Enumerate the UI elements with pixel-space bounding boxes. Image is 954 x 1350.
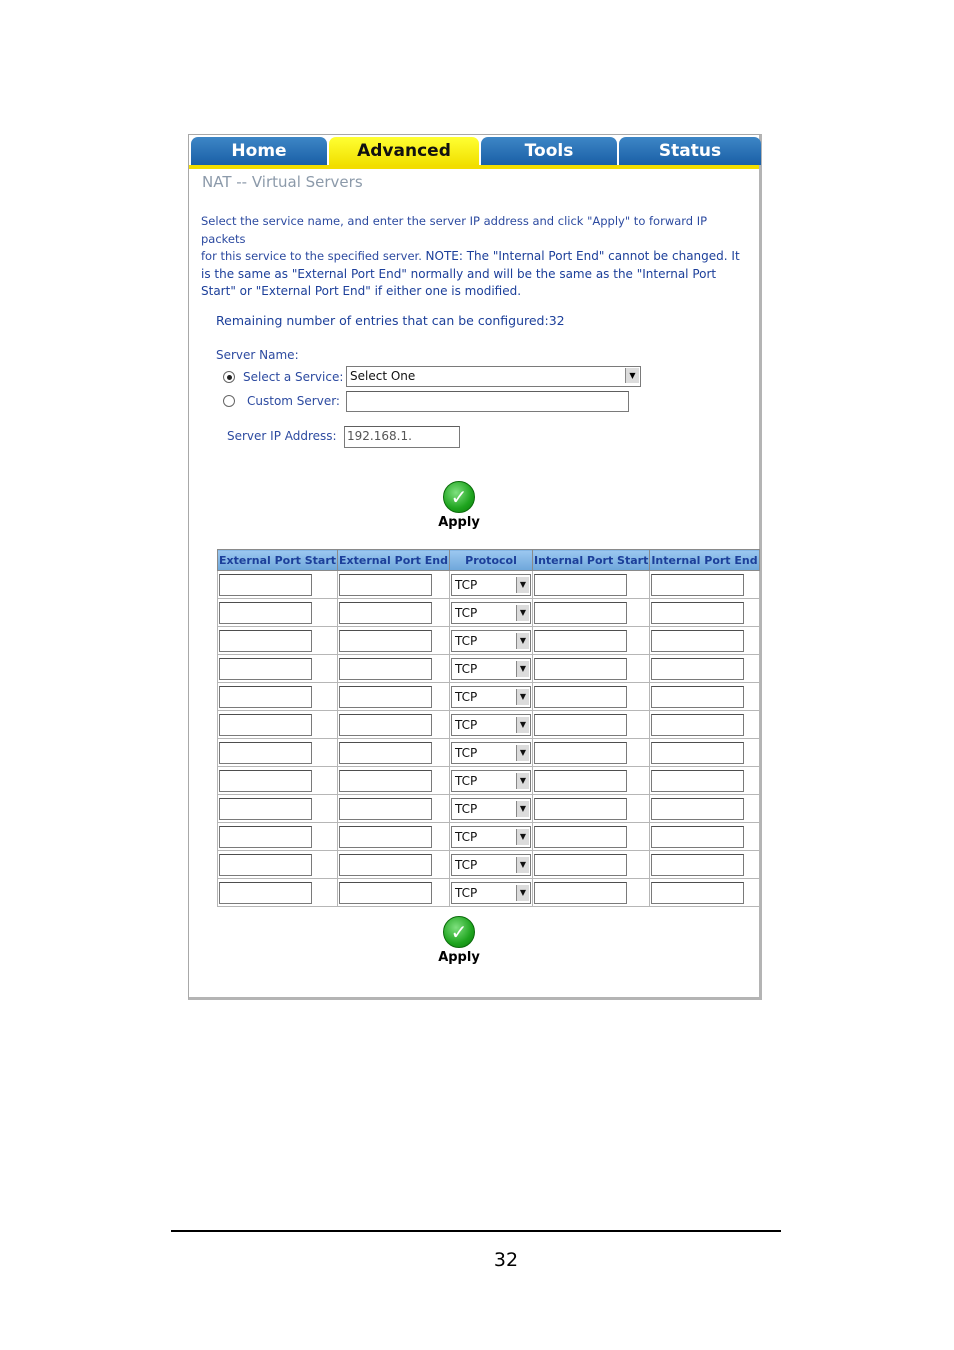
footer-rule <box>171 1230 781 1232</box>
table-cell <box>533 711 650 739</box>
table-cell <box>533 767 650 795</box>
internal-port-start-input[interactable] <box>534 714 627 736</box>
internal-port-start-input[interactable] <box>534 742 627 764</box>
table-cell <box>218 571 338 599</box>
table-cell <box>450 851 533 879</box>
protocol-value: TCP <box>455 829 478 844</box>
table-cell <box>218 879 338 907</box>
table-cell <box>450 795 533 823</box>
internal-port-start-input[interactable] <box>534 882 627 904</box>
external-port-end-input[interactable] <box>339 742 432 764</box>
custom-server-label: Custom Server: <box>247 394 340 408</box>
external-port-end-input[interactable] <box>339 826 432 848</box>
description-line1: Select the service name, and enter the server IP address and click "Apply" to forward IP packets <box>201 214 708 246</box>
table-cell <box>218 627 338 655</box>
protocol-value: TCP <box>455 745 478 760</box>
table-row <box>218 711 760 739</box>
table-cell <box>533 683 650 711</box>
service-select-value: Select One <box>350 369 416 383</box>
table-cell <box>218 655 338 683</box>
internal-port-start-input[interactable] <box>534 574 627 596</box>
table-cell <box>450 571 533 599</box>
table-cell <box>450 683 533 711</box>
server-ip-label: Server IP Address: <box>227 429 337 443</box>
table-cell <box>450 879 533 907</box>
protocol-select[interactable] <box>451 826 531 848</box>
internal-port-end-input[interactable] <box>651 826 744 848</box>
server-ip-input[interactable]: 192.168.1. <box>344 426 460 448</box>
table-cell <box>650 767 759 795</box>
table-row <box>218 627 760 655</box>
protocol-value: TCP <box>455 857 478 872</box>
table-row <box>218 739 760 767</box>
internal-port-start-input[interactable] <box>534 854 627 876</box>
chevron-down-icon[interactable]: ▼ <box>516 633 529 649</box>
protocol-value: TCP <box>455 633 478 648</box>
table-row <box>218 767 760 795</box>
table-row <box>218 795 760 823</box>
table-cell <box>338 823 450 851</box>
chevron-down-icon[interactable]: ▼ <box>516 605 529 621</box>
external-port-start-input[interactable] <box>219 826 312 848</box>
chevron-down-icon[interactable]: ▼ <box>516 801 529 817</box>
table-cell <box>650 599 759 627</box>
apply-button-bottom[interactable] <box>429 916 489 965</box>
chevron-down-icon[interactable]: ▼ <box>516 885 529 901</box>
checkmark-icon: ✓ <box>443 481 475 513</box>
internal-port-end-input[interactable] <box>651 882 744 904</box>
protocol-value: TCP <box>455 661 478 676</box>
page-description <box>201 213 749 301</box>
table-cell <box>338 711 450 739</box>
table-cell <box>450 739 533 767</box>
page-title: NAT -- Virtual Servers <box>202 173 363 191</box>
external-port-end-input[interactable] <box>339 686 432 708</box>
table-cell <box>650 627 759 655</box>
header-external-port-start: External Port Start <box>218 550 338 571</box>
table-row <box>218 823 760 851</box>
table-cell <box>218 795 338 823</box>
external-port-start-input[interactable] <box>219 602 312 624</box>
external-port-end-input[interactable] <box>339 658 432 680</box>
protocol-value: TCP <box>455 577 478 592</box>
external-port-start-input[interactable] <box>219 714 312 736</box>
table-cell <box>450 599 533 627</box>
table-row <box>218 879 760 907</box>
internal-port-start-input[interactable] <box>534 602 627 624</box>
external-port-start-input[interactable] <box>219 882 312 904</box>
router-config-panel <box>188 134 762 1000</box>
internal-port-end-input[interactable] <box>651 686 744 708</box>
internal-port-start-input[interactable] <box>534 686 627 708</box>
protocol-select[interactable] <box>451 714 531 736</box>
table-row <box>218 599 760 627</box>
table-cell <box>450 711 533 739</box>
internal-port-start-input[interactable] <box>534 798 627 820</box>
table-cell <box>533 739 650 767</box>
table-cell <box>218 683 338 711</box>
protocol-select[interactable] <box>451 742 531 764</box>
table-cell <box>650 683 759 711</box>
chevron-down-icon[interactable]: ▼ <box>516 829 529 845</box>
table-cell <box>450 767 533 795</box>
chevron-down-icon[interactable]: ▼ <box>516 661 529 677</box>
internal-port-end-input[interactable] <box>651 714 744 736</box>
tab-advanced[interactable]: Advanced <box>329 137 479 165</box>
table-cell <box>533 627 650 655</box>
table-cell <box>218 767 338 795</box>
table-cell <box>218 823 338 851</box>
protocol-value: TCP <box>455 885 478 900</box>
external-port-start-input[interactable] <box>219 742 312 764</box>
table-cell <box>218 739 338 767</box>
chevron-down-icon[interactable]: ▼ <box>516 717 529 733</box>
protocol-select[interactable] <box>451 574 531 596</box>
checkmark-icon: ✓ <box>443 916 475 948</box>
port-forwarding-table <box>217 549 760 907</box>
protocol-select[interactable] <box>451 770 531 792</box>
apply-button-top[interactable] <box>429 481 489 530</box>
chevron-down-icon[interactable]: ▼ <box>516 745 529 761</box>
tab-home[interactable]: Home <box>191 137 327 165</box>
internal-port-end-input[interactable] <box>651 854 744 876</box>
internal-port-start-input[interactable] <box>534 630 627 652</box>
external-port-start-input[interactable] <box>219 630 312 652</box>
tab-underline <box>189 165 759 169</box>
table-cell <box>450 655 533 683</box>
internal-port-end-input[interactable] <box>651 798 744 820</box>
protocol-select[interactable] <box>451 658 531 680</box>
protocol-value: TCP <box>455 605 478 620</box>
description-note: NOTE: The "Internal Port End" cannot be changed. It is the same as "External Port End" normally and will be the same as the "Internal Port Start" or "External Port End" if either one is modified. <box>201 249 740 298</box>
table-cell <box>650 655 759 683</box>
protocol-select[interactable] <box>451 882 531 904</box>
description-line2a: for this service to the specified server. <box>201 249 426 263</box>
internal-port-end-input[interactable] <box>651 770 744 792</box>
table-row <box>218 571 760 599</box>
internal-port-start-input[interactable] <box>534 770 627 792</box>
external-port-end-input[interactable] <box>339 630 432 652</box>
table-cell <box>650 879 759 907</box>
table-row <box>218 655 760 683</box>
nav-tabs <box>189 135 759 169</box>
protocol-value: TCP <box>455 689 478 704</box>
table-cell <box>650 571 759 599</box>
table-cell <box>450 823 533 851</box>
server-name-label: Server Name: <box>216 348 299 362</box>
external-port-end-input[interactable] <box>339 602 432 624</box>
custom-server-radio[interactable] <box>223 395 235 407</box>
table-cell <box>533 851 650 879</box>
table-cell <box>650 739 759 767</box>
tab-tools[interactable]: Tools <box>481 137 617 165</box>
table-cell <box>533 823 650 851</box>
custom-server-input[interactable] <box>346 391 629 412</box>
table-cell <box>533 795 650 823</box>
protocol-select[interactable] <box>451 602 531 624</box>
internal-port-end-input[interactable] <box>651 658 744 680</box>
table-cell <box>338 795 450 823</box>
table-cell <box>533 655 650 683</box>
chevron-down-icon[interactable]: ▼ <box>516 577 529 593</box>
select-service-radio[interactable] <box>223 371 235 383</box>
header-internal-port-end: Internal Port End <box>650 550 759 571</box>
table-cell <box>218 711 338 739</box>
external-port-start-input[interactable] <box>219 658 312 680</box>
table-cell <box>650 823 759 851</box>
external-port-start-input[interactable] <box>219 686 312 708</box>
header-internal-port-start: Internal Port Start <box>533 550 650 571</box>
protocol-select[interactable] <box>451 686 531 708</box>
remaining-entries: Remaining number of entries that can be configured:32 <box>216 313 565 328</box>
internal-port-end-input[interactable] <box>651 574 744 596</box>
header-external-port-end: External Port End <box>338 550 450 571</box>
table-cell <box>650 711 759 739</box>
protocol-select[interactable] <box>451 798 531 820</box>
protocol-select[interactable] <box>451 630 531 652</box>
chevron-down-icon[interactable]: ▼ <box>516 857 529 873</box>
apply-label: Apply <box>438 950 480 965</box>
tab-status[interactable]: Status <box>619 137 761 165</box>
internal-port-end-input[interactable] <box>651 630 744 652</box>
internal-port-start-input[interactable] <box>534 658 627 680</box>
table-cell <box>450 627 533 655</box>
protocol-select[interactable] <box>451 854 531 876</box>
external-port-end-input[interactable] <box>339 798 432 820</box>
protocol-value: TCP <box>455 801 478 816</box>
protocol-value: TCP <box>455 717 478 732</box>
chevron-down-icon[interactable]: ▼ <box>625 368 639 383</box>
table-cell <box>218 599 338 627</box>
internal-port-end-input[interactable] <box>651 602 744 624</box>
protocol-value: TCP <box>455 773 478 788</box>
table-cell <box>650 795 759 823</box>
table-cell <box>338 627 450 655</box>
table-cell <box>338 599 450 627</box>
table-cell <box>338 851 450 879</box>
service-select[interactable] <box>346 366 641 387</box>
header-protocol: Protocol <box>450 550 533 571</box>
external-port-end-input[interactable] <box>339 770 432 792</box>
table-cell <box>533 879 650 907</box>
external-port-start-input[interactable] <box>219 854 312 876</box>
chevron-down-icon[interactable]: ▼ <box>516 773 529 789</box>
table-cell <box>533 599 650 627</box>
table-row <box>218 851 760 879</box>
table-cell <box>533 571 650 599</box>
external-port-start-input[interactable] <box>219 574 312 596</box>
table-cell <box>338 683 450 711</box>
external-port-end-input[interactable] <box>339 714 432 736</box>
table-cell <box>338 655 450 683</box>
table-cell <box>338 767 450 795</box>
select-service-label: Select a Service: <box>243 370 344 384</box>
external-port-start-input[interactable] <box>219 798 312 820</box>
table-cell <box>338 739 450 767</box>
external-port-end-input[interactable] <box>339 882 432 904</box>
table-cell <box>218 851 338 879</box>
external-port-start-input[interactable] <box>219 770 312 792</box>
external-port-end-input[interactable] <box>339 854 432 876</box>
chevron-down-icon[interactable]: ▼ <box>516 689 529 705</box>
table-cell <box>650 851 759 879</box>
table-cell <box>338 571 450 599</box>
internal-port-start-input[interactable] <box>534 826 627 848</box>
external-port-end-input[interactable] <box>339 574 432 596</box>
internal-port-end-input[interactable] <box>651 742 744 764</box>
apply-label: Apply <box>438 515 480 530</box>
page-number: 32 <box>493 1249 519 1271</box>
table-row <box>218 683 760 711</box>
table-cell <box>338 879 450 907</box>
